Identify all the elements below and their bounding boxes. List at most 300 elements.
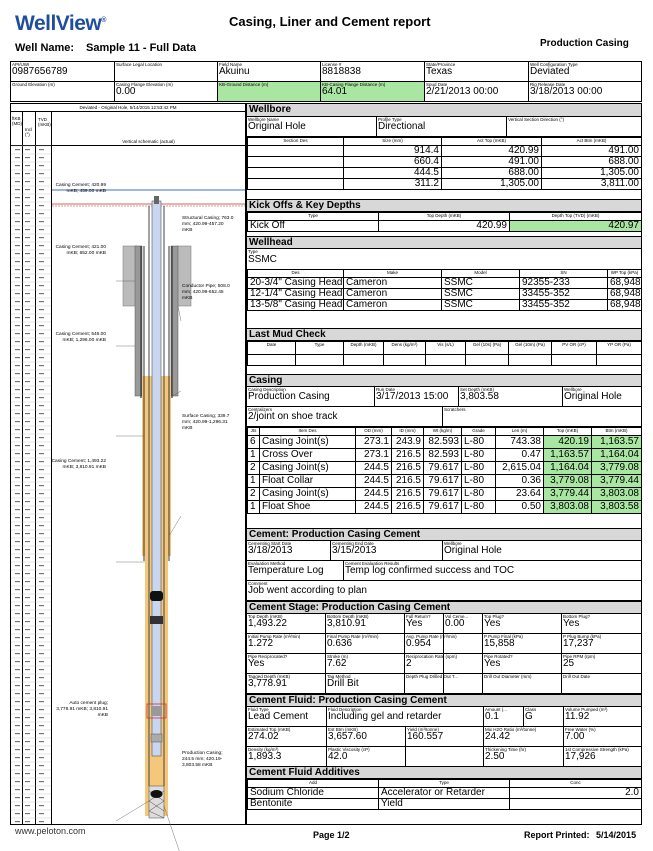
wellbore-sections-table [247,137,642,190]
fluid-cell [327,727,406,747]
table-cell: 79.617 [424,488,462,501]
stage-label: Top Depth (mKB) [248,614,283,619]
set-depth: 3,803.58 [460,391,499,402]
table-cell: 491.00 [442,157,542,168]
table-cell [509,355,552,366]
table-cell: 3,811.00 [542,179,642,190]
section-additives: Cement Fluid Additives [247,766,641,779]
table-cell: 1,164.04 [592,449,642,462]
info-label: State/Province [426,62,456,67]
col-schematic-title: Vertical schematic (actual) [122,139,175,144]
stage-value: Drill Bit [327,678,359,689]
column-header: Model [442,270,520,278]
fluid-cell [484,707,524,727]
fluid-grid [247,707,641,767]
stage-value: Yes [484,658,501,669]
casing-desc: Production Casing [248,391,330,402]
fluid-label: Fluid Type [248,707,269,712]
table-cell: 688.00 [442,168,542,179]
column-header: Item Des [260,428,356,436]
table-cell: Cameron [344,278,442,289]
table-cell: Casing Joint(s) [260,462,356,475]
footer-site: www.peloton.com [15,826,86,836]
table-cell: L-80 [462,501,496,514]
info-cell [11,82,115,101]
table-cell: 273.1 [356,449,392,462]
table-cell: 68,948 [608,278,642,289]
table-cell: 3,803.08 [592,488,642,501]
fluid-label: Thickening Time (hr) [485,747,527,752]
table-row [248,799,642,810]
table-cell: Float Shoe [260,501,356,514]
stage-label: Pipe RPM (rpm) [563,654,596,659]
stage-cell [247,674,326,694]
fluid-label: Class [525,707,537,712]
stage-cell [562,674,641,694]
table-cell: 216.5 [392,475,424,488]
info-cell [425,62,529,82]
cement-wellbore-label: Wellbore [444,541,462,546]
column-header: Add [248,780,379,788]
column-header: YP OR (Pa) [597,342,642,355]
table-cell [344,355,384,366]
table-row [248,278,642,289]
table-cell: 2 [248,488,260,501]
table-cell: Sodium Chloride [248,788,379,799]
stage-cell [326,654,405,674]
table-cell: 1,163.57 [544,449,592,462]
schematic-panel [10,103,246,825]
col-tvd-label: TVD (mKB) [38,117,51,127]
stage-cell [483,614,562,634]
stage-cell [405,654,458,674]
table-cell: L-80 [462,475,496,488]
table-cell: 273.1 [356,436,392,449]
table-cell: 3,779.44 [544,488,592,501]
run-date: 3/17/2013 15:00 [376,391,449,402]
info-label: KB-Casing Flange Distance (m) [322,82,386,87]
profile-type: Directional [378,121,426,132]
column-header: Grade [462,428,496,436]
fluid-cell [406,747,484,767]
stage-value: 0.00 [445,618,465,629]
printed-label: Report Printed: [524,830,590,840]
stage-value: 0.954 [406,638,432,649]
table-cell: 420.97 [510,221,642,232]
column-header: Jts [248,428,260,436]
comment: Job went according to plan [248,585,367,596]
info-cell [321,82,425,101]
section-wellhead: Wellhead [247,236,641,249]
stage-label: P Pump Final (kPa) [484,634,523,639]
column-header: Act Btm (mKB) [542,138,642,146]
info-value: Deviated [530,66,570,77]
column-header: Depth (mKB) [344,342,384,355]
column-header: Act Top (mKB) [442,138,542,146]
info-cell [529,82,641,101]
table-cell: 3,779.08 [592,462,642,475]
table-row [248,289,642,300]
schematic-label: Casing Cement; 1,493.22 mKB; 3,810.91 mKB [51,459,106,470]
fluid-value: G [525,711,533,722]
casing-wellbore: Original Hole [564,391,622,402]
table-cell: 33455-352 [520,300,608,311]
fluid-label: Volume Pumped (m³) [565,707,608,712]
fluid-cell [247,747,327,767]
kickoffs-table [247,212,642,232]
column-header: Wt (kg/m) [424,428,462,436]
table-cell: 0.50 [496,501,544,514]
stage-label: Reciprocation Rate (spm) [406,654,458,659]
column-header: OD (mm) [356,428,392,436]
table-row [248,157,642,168]
info-label: Rig Release Date [530,82,566,87]
stage-cell [247,634,326,654]
table-cell: 3,803.08 [544,501,592,514]
table-row [248,501,642,514]
table-cell: 13-5/8" Casing Head [248,300,344,311]
table-cell: 12-1/4" Casing Head [248,289,344,300]
stage-label: Stroke (m) [327,654,349,659]
stage-value: 7.62 [327,658,347,669]
column-header: Top Depth (mKB) [379,213,510,221]
schematic-label: Structural Casing; 763.0 mm; 420.99-457.20 mKB [182,216,234,233]
vsd-label: Vertical Section Direction (°) [508,117,565,122]
report-type: Production Casing [540,38,629,49]
stage-label: Tagged Depth (mKB) [248,674,291,679]
table-cell: Cameron [344,289,442,300]
stage-cell [247,654,326,674]
stage-value: Yes [406,618,423,629]
header [0,0,653,62]
table-cell: Float Collar [260,475,356,488]
table-cell: SSMC [442,300,520,311]
table-cell: Kick Off [248,221,379,232]
stage-value: 2 [406,658,412,669]
fluid-cell [564,747,641,767]
table-cell: 244.5 [356,501,392,514]
set-depth-label: Set Depth (mKB) [460,387,495,392]
table-cell: 20-3/4" Casing Head [248,278,344,289]
fluid-value: 2.50 [485,751,505,762]
table-cell [248,168,344,179]
schematic-label: Conductor Pipe; 508.0 mm; 420.99-652.45 mKB [182,284,230,301]
stage-value: 15,858 [484,638,515,649]
stage-value: 3,778.91 [248,678,287,689]
column-header: Top (mKB) [544,428,592,436]
stage-label: Top Plug? [484,614,505,619]
info-value: 3/18/2013 00:00 [530,86,603,97]
info-cell [218,62,321,82]
fluid-cell [327,707,484,727]
fluid-cell [564,707,641,727]
stage-cell [483,654,562,674]
stage-value: Yes [563,618,580,629]
mud-header-row [248,342,642,355]
table-cell: 2 [248,462,260,475]
column-header: Conc [510,780,642,788]
section-fluid: Cement Fluid: Production Casing Cement [247,694,641,707]
cement-end-label: Cementing End Date [332,541,374,546]
stage-cell [326,614,405,634]
stage-label: Initial Pump Rate (m³/min) [248,634,301,639]
table-cell: 1,305.00 [442,179,542,190]
centralizers-label: Centralizers [248,407,273,412]
stage-label: Vol Ceme... [445,614,469,619]
fluid-cell [247,707,327,727]
stage-grid [247,614,641,698]
table-cell: 79.617 [424,475,462,488]
cement-start-label: Cementing Start Date [248,541,292,546]
table-row [248,436,642,449]
well-name-label: Well Name: [15,42,75,54]
comment-label: Comment [248,581,268,586]
additives-table [247,779,642,810]
table-cell: 92355-233 [520,278,608,289]
logo-text: WellView [15,12,102,35]
casing-header-row [248,428,642,436]
fluid-value: 17,926 [565,751,596,762]
fluid-label: Est Btm (mKB) [328,727,358,732]
column-header: Len (m) [496,428,544,436]
info-cell [218,82,321,101]
well-name: Sample 11 - Full Data [86,42,197,54]
cement-start: 3/18/2013 [248,545,293,556]
stage-label: Full Return? [406,614,431,619]
column-header: Type [296,342,344,355]
table-row [248,355,642,366]
info-value: Texas [426,66,453,77]
column-header: SN [520,270,608,278]
footer-page: Page 1/2 [313,830,350,840]
schematic-label: Auto cement plug; 3,778.91 mKB; 3,810.91 mKB [56,701,108,718]
eval-method: Temperature Log [248,565,324,576]
column-header: Gel (10s) (Pa) [466,342,509,355]
table-cell: L-80 [462,449,496,462]
info-cell [115,82,218,101]
info-label: API/UWI [12,62,30,67]
info-label: License # [322,62,342,67]
table-cell: Accelerator or Retarder [379,788,510,799]
fluid-label: Fluid Description [328,707,362,712]
stage-label: Tag Method [327,674,351,679]
table-cell [597,355,642,366]
section-stage: Cement Stage: Production Casing Cement [247,601,641,614]
table-cell: 79.617 [424,501,462,514]
table-cell: 3,803.58 [592,501,642,514]
info-label: Casing Flange Elevation (m) [116,82,173,87]
info-label: Well Configuration Type [530,62,578,67]
schematic-header: Deviated - Original Hole, 5/14/2015 12:53:42 PM [11,104,245,112]
column-header: Btm (mKB) [592,428,642,436]
table-cell [510,799,642,810]
fluid-label: Density (kg/m³) [248,747,279,752]
schematic-drawing [11,146,245,824]
fluid-label: Amount (... [485,707,508,712]
table-cell: L-80 [462,488,496,501]
fluid-cell [247,727,327,747]
column-header: WP Top (kPa) [608,270,642,278]
info-cell [321,62,425,82]
table-cell: 743.38 [496,436,544,449]
table-cell: 1 [248,475,260,488]
stage-cell [444,634,483,654]
table-cell: 688.00 [542,157,642,168]
scratchers-label: Scratchers [444,407,466,412]
fluid-value: 160.557 [407,731,444,742]
table-cell: 1 [248,449,260,462]
table-cell: 1,305.00 [542,168,642,179]
report-title: Casing, Liner and Cement report [229,14,431,29]
run-date-label: Run Date [376,387,396,392]
stage-cell [247,614,326,634]
table-cell: 216.5 [392,462,424,475]
column-header: Gel (10m) (Pa) [509,342,552,355]
table-cell: 79.617 [424,462,462,475]
stage-label: Bottom Plug? [563,614,591,619]
table-cell: 33455-352 [520,289,608,300]
schematic-label: Surface Casing; 339.7 mm; 420.99-1,296.31 mKB [182,414,230,431]
table-row [248,475,642,488]
info-value: 0.00 [116,86,136,97]
table-row [248,221,642,232]
table-cell: L-80 [462,436,496,449]
stage-label: Final Pump Rate (m³/min) [327,634,379,639]
table-cell: 2,615.04 [496,462,544,475]
stage-cell [444,654,483,674]
table-cell: L-80 [462,462,496,475]
stage-value: 1.272 [248,638,274,649]
table-cell: Casing Joint(s) [260,436,356,449]
eval-results: Temp log confirmed success and TOC [345,565,515,576]
section-mud: Last Mud Check [247,328,641,341]
table-cell: 244.5 [356,475,392,488]
casing-wellbore-label: Wellbore [564,387,582,392]
schematic-label: Casing Cement; 420.99 mKB; 459.00 mKB [55,183,106,194]
wellhead-type: SSMC [248,254,277,265]
stage-cell [562,634,641,654]
fluid-cell [484,727,564,747]
stage-value: 25 [563,658,575,669]
stage-value: 0.636 [327,638,353,649]
packer-1 [150,591,163,601]
column-header: Type [248,213,379,221]
stage-cell [326,674,405,694]
table-row [248,488,642,501]
table-cell [248,157,344,168]
eval-method-label: Evaluation Method [248,561,286,566]
stage-cell [483,634,562,654]
stage-label: P Plug Bump (kPa) [563,634,602,639]
table-cell: 420.19 [544,436,592,449]
table-cell: 216.5 [392,501,424,514]
fluid-label: 1st Compressive Strength (kPa) [565,747,629,752]
table-cell: 68,948 [608,300,642,311]
table-cell: Cameron [344,300,442,311]
table-cell: Bentonite [248,799,379,810]
table-cell: 2.0 [510,788,642,799]
info-value: 8818838 [322,66,361,77]
section-casing: Casing [247,374,641,387]
fluid-label: Plastic Viscosity (cP) [328,747,370,752]
schematic-label: Production Casing; 244.5 mm; 420.19-3,803.58 mKB [182,751,223,768]
fluid-label: Mix H2O Ratio (m³/tonne) [485,727,537,732]
table-cell: 1,164.04 [544,462,592,475]
table-cell: 216.5 [392,488,424,501]
well-info-grid [10,61,642,102]
centralizers: 2/joint on shoe track [248,411,338,422]
profile-type-label: Profile Type [378,117,402,122]
stage-cell [405,674,458,694]
info-cell [115,62,218,82]
fluid-label: Free Water (%) [565,727,596,732]
section-kickoffs: Kick Offs & Key Depths [247,199,641,212]
schematic-label: Casing Cement; 421.00 mKB; 652.00 mKB [55,245,106,256]
table-row [248,788,642,799]
fluid-value: 3,657.60 [328,731,367,742]
stage-cell [405,614,444,634]
stage-value: 1,493.22 [248,618,287,629]
column-header: Depth Top (TVD) (mKB) [510,213,642,221]
info-cell [529,62,641,82]
packer-2 [150,616,163,624]
info-cell [11,62,115,82]
table-cell: 82.593 [424,436,462,449]
info-label: Ground Elevation (m) [12,82,55,87]
fluid-value: 11.92 [565,711,590,722]
table-cell: Casing Joint(s) [260,488,356,501]
info-label: KB-Ground Distance (m) [219,82,269,87]
fluid-cell [406,727,484,747]
table-cell: 420.99 [442,146,542,157]
fluid-cell [524,707,564,727]
table-cell: 3,779.44 [592,475,642,488]
column-header: Type [379,780,510,788]
table-row [248,300,642,311]
table-cell: 0.47 [496,449,544,462]
stage-cell [562,614,641,634]
stage-cell [562,654,641,674]
column-header: Size (mm) [344,138,442,146]
right-panel [246,103,642,825]
info-value: Akuinu [219,66,250,77]
info-cell [425,82,529,101]
logo-mark: ® [101,17,106,24]
col-incl-label: Incl (°) [25,127,33,137]
table-cell: 243.9 [392,436,424,449]
fluid-value: 1,893.3 [248,751,282,762]
fluid-value: 42.0 [328,751,348,762]
fluid-value: 274.02 [248,731,279,742]
fluid-label: Yield (m³/tonne) [407,727,439,732]
fluid-value: Lead Cement [248,711,309,722]
table-cell [426,355,466,366]
table-cell: 3,779.08 [544,475,592,488]
stage-cell [405,634,457,654]
wellhead-type-label: Type [248,249,258,254]
mud-table [247,341,642,366]
table-cell: 1 [248,501,260,514]
table-cell: 311.2 [344,179,442,190]
column-header: ID (mm) [392,428,424,436]
table-cell: 0.36 [496,475,544,488]
table-cell: 6 [248,436,260,449]
table-cell: 1,163.57 [592,436,642,449]
casing-desc-label: Casing Description [248,387,286,392]
table-row [248,462,642,475]
table-cell [384,355,426,366]
stage-label: Drill Out Diameter (mm) [484,674,532,679]
